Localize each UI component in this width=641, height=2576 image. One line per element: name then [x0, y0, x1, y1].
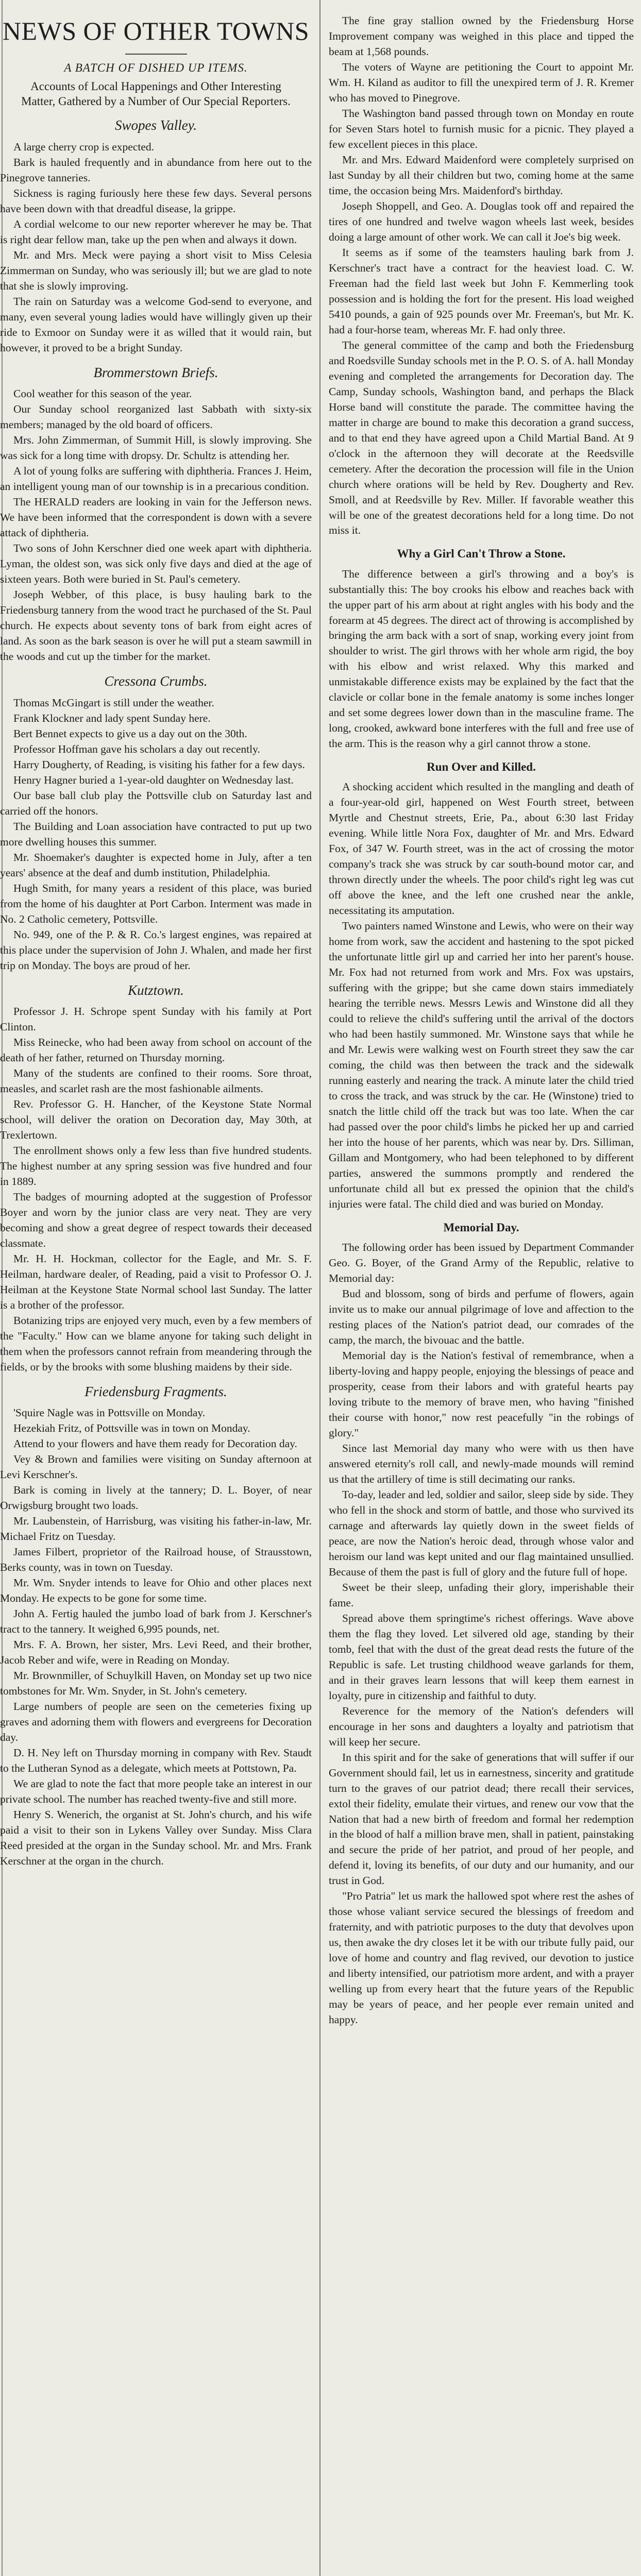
- news-item: Mr. and Mrs. Edward Maidenford were completely surprised on last Sunday by all their children but two, coming home at the same time, the occasion being Mrs. Maidenford's birthday.: [329, 153, 634, 197]
- news-item: Miss Reinecke, who had been away from school on account of the death of her father, returned on Thursday morning.: [0, 1036, 312, 1064]
- news-item: James Filbert, proprietor of the Railroad house, of Strausstown, Berks county, was in town on Tuesday.: [0, 1546, 312, 1574]
- news-item: John A. Fertig hauled the jumbo load of bark from J. Kerschner's tract to the tannery. It weighed 6,995 pounds, net.: [0, 1607, 312, 1636]
- news-item: Mrs. John Zimmerman, of Summit Hill, is slowly improving. She was sick for a long time with dropsy. Dr. Schultz is attending her.: [0, 434, 312, 462]
- news-item: Cool weather for this season of the year.: [13, 387, 192, 400]
- news-item: Sweet be their sleep, unfading their glory, imperishable their fame.: [329, 1581, 634, 1609]
- section-heading: Friedensburg Fragments.: [85, 1383, 227, 1399]
- news-item: Mr. H. H. Hockman, collector for the Eagle, and Mr. S. F. Heilman, hardware dealer, of Reading, paid a visit to Professor O. J. Heilman at the Keystone State Normal school last Sunday. The latter is a brother of the professor.: [0, 1252, 312, 1311]
- news-item: The general committee of the camp and both the Friedensburg and Roedsville Sunday schools met in the P. O. S. of A. hall Monday evening and completed the arrangements for Decoration day. The Camp, Sunday schools, Washington band, and perhaps the Black Horse band will constitute the parade. The committee having the matter in charge are bound to make this decoration a grand success, and to that end they have agreed upon a Child Martial Band. At 9 o'clock in the afternoon they will decorate at the Reedsville cemetery. After the decoration the procession will file in the Union church where orations will be held by Rev. Dougherty and Rev. Smoll, and at Reedsville by Rev. Miller. If favorable weather this will be one of the greatest decorations held for a long time. Do not miss it.: [329, 338, 634, 537]
- news-item: Mr. and Mrs. Meck were paying a short visit to Miss Celesia Zimmerman on Sunday, who was seriously ill; but we are glad to note that she is slowly improving.: [0, 248, 312, 292]
- news-item: Henry S. Wenerich, the organist at St. John's church, and his wife paid a visit to their son in Lykens Valley over Sunday. Miss Clara Reed presided at the organ in the Sunday school. Mr. and Mrs. Frank Kerschner at the organ in the church.: [0, 1808, 312, 1867]
- news-item: The Building and Loan association have contracted to put up two more dwelling houses this summer.: [0, 820, 312, 848]
- news-item: A large cherry crop is expected.: [13, 140, 155, 153]
- news-item: Mr. Shoemaker's daughter is expected home in July, after a ten years' absence at the deaf and dumb institution, Philadelphia.: [0, 851, 312, 879]
- news-item: The HERALD readers are looking in vain for the Jefferson news. We have been informed that the correspondent is down with a severe attack of diphtheria.: [0, 496, 312, 539]
- news-item: The Washington band passed through town on Monday en route for Seven Stars hotel to furnish music for a picnic. They played a few excellent pieces in this place.: [329, 107, 634, 150]
- news-item: Frank Klockner and lady spent Sunday here.: [13, 711, 211, 724]
- news-item: A shocking accident which resulted in the mangling and death of a four-year-old girl, happened on West Fourth street, between Myrtle and Chestnut streets, Erie, Pa., about 6:30 last Friday evening. While little Nora Fox, daughter of Mr. and Mrs. Edward Fox, of 347 W. Fourth street, was in the act of crossing the motor company's track she was struck by car south-bound motor car, and thrown directly under the wheels. The poor child's right leg was cut off above the knee, and the left one crushed near the ankle, necessitating its amputation.: [329, 781, 634, 917]
- right-column: [329, 13, 634, 2028]
- news-item: Hugh Smith, for many years a resident of this place, was buried from the home of his daughter at Port Carbon. Interment was made in No. 2 Catholic cemetery, Pottsville.: [0, 882, 312, 925]
- news-item: Joseph Shoppell, and Geo. A. Douglas took off and repaired the tires of one hundred and twelve wagon wheels last week, besides doing a large amount of other work. We can call it Joe's big week.: [329, 199, 634, 243]
- news-item: Our base ball club play the Pottsville club on Saturday last and carried off the honors.: [0, 789, 312, 817]
- news-item: The rain on Saturday was a welcome God-send to everyone, and many, even several young ladies would have willingly given up their ride to Exmoor on Sunday were it as willed that it would rain, but however, it proved to be a bright Sunday.: [0, 295, 312, 354]
- news-item: Thomas McGingart is still under the weather.: [13, 696, 214, 709]
- news-item: Professor J. H. Schrope spent Sunday with his family at Port Clinton.: [0, 1005, 312, 1033]
- news-item: Harry Dougherty, of Reading, is visiting his father for a few days.: [13, 758, 305, 771]
- news-item: "Pro Patria" let us mark the hallowed spot where rest the ashes of those whose valiant service secured the blessings of freedom and fraternity, and with patriotic purposes to the duty that devolves upon us, then awake the dry closes let it be with our tribute fully paid, our love of home and country and flag revived, our devotion to justice and liberty intensified, our patriotism more ardent, and with a prayer welling up from every heart that the future years of the Republic may be years of peace, and her people ever remain united and happy.: [329, 1890, 634, 2026]
- title-rule: [125, 54, 187, 55]
- section-heading: Swopes Valley.: [115, 117, 197, 133]
- news-item: Spread above them springtime's richest offerings. Wave above them the flag they loved. Let silvered old age, standing by their tomb, feel that with the dust of the great dead rests the future of the Republic is safe. Let trusting childhood weave garlands for them, and in their graves learn lessons that will keep them earnest in loyalty, pure in citizenship and faithful to duty.: [329, 1612, 634, 1702]
- news-item: Professor Hoffman gave his scholars a day out recently.: [13, 742, 260, 755]
- news-item: Many of the students are confined to their rooms. Sore throat, measles, and scarlet rash are the most fashionable ailments.: [0, 1067, 312, 1095]
- news-item: No. 949, one of the P. & R. Co.'s largest engines, was repaired at this place under the supervision of John J. Whalen, and made her first trip on Monday. The boys are proud of her.: [0, 928, 312, 972]
- section-heading: Kutztown.: [128, 982, 184, 998]
- news-item: Mr. Wm. Snyder intends to leave for Ohio and other places next Monday. He expects to be gone for some time.: [0, 1577, 312, 1605]
- news-item: Mrs. F. A. Brown, her sister, Mrs. Levi Reed, and their brother, Jacob Reber and wife, were in Reading on Monday.: [0, 1638, 312, 1667]
- news-item: A lot of young folks are suffering with diphtheria. Frances J. Heim, an intelligent young man of our township is in a precarious condition.: [0, 465, 312, 493]
- news-item: Our Sunday school reorganized last Sabbath with sixty-six members; managed by the old board of officers.: [0, 403, 312, 431]
- news-item: Vey & Brown and families were visiting on Sunday afternoon at Levi Kerschner's.: [0, 1453, 312, 1481]
- subhead: A BATCH OF DISHED UP ITEMS.: [64, 61, 248, 74]
- news-item: Memorial day is the Nation's festival of remembrance, when a liberty-loving and happy people, enjoying the blessings of peace and prosperity, cease from their labors and with grateful hearts pay loving tribute to the memory of brave men, who having "finished their course with honor," now rest peacefully "in the robings of glory.": [329, 1349, 634, 1439]
- news-item: Two painters named Winstone and Lewis, who were on their way home from work, saw the accident and hastening to the spot picked the unfortunate little girl up and carried her into her parent's house. Mr. Fox had not returned from work and Mrs. Fox was upstairs, suffering with the grippe; but she came down stairs immediately hearing the terrible news. Messrs Lewis and Winstone did all they could to relieve the child's suffering until the arrival of the doctors who had been hastily summoned. Mr. Winstone says that while he and Mr. Lewis were walking west on Fourth street they saw the car coming, the child was then between the track and the sidewalk running easterly and nearing the track. A minute later the child tried to cross the track, and was struck by the car. He (Winstone) tried to snatch the little child off the track but was too late. When the car had passed over the poor child's limbs he picked her up and carried her into the house of her parents, which was near by. Drs. Silliman, Gillam and Montgomery, who had been telephoned to by different parties, answered the summons promptly and rendered the unfortunate child all but ex pressed the opinion that the child's injuries were fatal. The child died and was buried on Monday.: [329, 920, 634, 1211]
- page-title: NEWS OF OTHER TOWNS: [2, 16, 310, 45]
- news-item: 'Squire Nagle was in Pottsville on Monday.: [13, 1406, 206, 1419]
- news-item: A cordial welcome to our new reporter wherever he may be. That is right dear fellow man, take up the pen when and always it down.: [0, 217, 312, 246]
- news-item: Joseph Webber, of this place, is busy hauling bark to the Friedensburg tannery from the wood tract he purchased of the St. Paul church. He expects about seventy tons of bark from eight acres of land. As soon as the bark season is over he will put a steam sawmill in the woods and cut up the timber for the market.: [0, 588, 312, 663]
- news-item: Sickness is raging furiously here these few days. Several persons have been down with that dreadful disease, la grippe.: [0, 187, 312, 215]
- news-item: The following order has been issued by Department Commander Geo. G. Boyer, of the Grand Army of the Republic, relative to Memorial day:: [329, 1241, 634, 1285]
- news-item: Bud and blossom, song of birds and perfume of flowers, again invite us to make our annual pilgrimage of love and affection to the resting places of the Nation's patriot dead, our comrades of the camp, the march, the bivouac and the battle.: [329, 1287, 634, 1346]
- news-item: Two sons of John Kerschner died one week apart with diphtheria. Lyman, the oldest son, was sick only five days and died at the age of sixteen years. Both were buried in St. Paul's cemetery.: [0, 542, 312, 586]
- news-item: Henry Hagner buried a 1-year-old daughter on Wednesday last.: [13, 773, 294, 786]
- news-item: The difference between a girl's throwing and a boy's is substantially this: The boy crooks his elbow and reaches back with the upper part of his arm about at right angles with his body and the forearm at 45 degrees. The direct act of throwing is accomplished by bringing the arm back with a sort of snap, working every joint from shoulder to wrist. The girl throws with her whole arm rigid, the boy with his elbow and wrist relaxed. Why this marked and unmistakable difference exists may be explained by the fact that the clavicle or collar bone in the female anatomy is some inches longer and set some degrees lower down than in the masculine frame. The long, crooked, awkward bone interferes with the full and free use of the arm. This is the reason why a girl cannot throw a stone.: [329, 567, 634, 750]
- news-item: We are glad to note the fact that more people take an interest in our private school. The number has reached twenty-five and still more.: [0, 1777, 312, 1806]
- column-rule: [319, 0, 320, 2576]
- news-item: The voters of Wayne are petitioning the Court to appoint Mr. Wm. H. Kiland as auditor to fill the unexpired term of J. R. Kremer who has moved to Pinegrove.: [329, 60, 634, 104]
- news-item: The badges of mourning adopted at the suggestion of Professor Boyer and worn by the junior class are very neat. They are very becoming and show a great degree of respect towards their deceased classmate.: [0, 1190, 312, 1249]
- news-item: Bark is coming in lively at the tannery; D. L. Boyer, of near Orwigsburg brought two loads.: [0, 1484, 312, 1512]
- news-item: Bert Bennet expects to give us a day out on the 30th.: [13, 727, 247, 740]
- story-heading: Memorial Day.: [443, 1221, 519, 1234]
- news-item: Reverence for the memory of the Nation's defenders will encourage in her sons and daughters a loyalty and patriotism that will keep her secure.: [329, 1704, 634, 1748]
- news-item: Attend to your flowers and have them ready for Decoration day.: [13, 1437, 297, 1450]
- story-heading: Run Over and Killed.: [427, 760, 536, 774]
- news-item: To-day, leader and led, soldier and sailor, sleep side by side. They who fell in the shock and storm of battle, and those who survived its carnage and afterwards lay quietly down in the sweet fields of peace, are now the Nation's heroic dead, through whose valor and heroism our land was kept united and our flag maintained unsullied. Because of them the past is full of glory and the future full of hope.: [329, 1488, 634, 1578]
- section-heading: Brommerstown Briefs.: [93, 364, 218, 380]
- news-item: Botanizing trips are enjoyed very much, even by a few members of the "Faculty." How can we blame anyone for taking such delight in them when the professors cannot refrain from meandering through the fields, or by the brooks with some blushing maidens by their side.: [0, 1314, 312, 1373]
- news-item: Mr. Laubenstein, of Harrisburg, was visiting his father-in-law, Mr. Michael Fritz on Tuesday.: [0, 1515, 312, 1543]
- news-item: Hezekiah Fritz, of Pottsville was in town on Monday.: [13, 1422, 250, 1435]
- news-item: The enrollment shows only a few less than five hundred students. The highest number at any spring session was five hundred and four in 1889.: [0, 1144, 312, 1188]
- news-item: Large numbers of people are seen on the cemeteries fixing up graves and adorning them with flowers and evergreens for Decoration day.: [0, 1700, 312, 1744]
- news-item: Bark is hauled frequently and in abundance from here out to the Pinegrove tanneries.: [0, 156, 312, 184]
- news-item: D. H. Ney left on Thursday morning in company with Rev. Staudt to the Lutheran Synod as a delegate, which meets at Pottstown, Pa.: [0, 1747, 312, 1775]
- news-item: Mr. Brownmiller, of Schuylkill Haven, on Monday set up two nice tombstones for Mr. Wm. Snyder, in St. John's cemetery.: [0, 1669, 312, 1698]
- section-heading: Cressona Crumbs.: [104, 673, 208, 689]
- deck: Accounts of Local Happenings and Other Interesting Matter, Gathered by a Number of Our Special Reporters.: [21, 79, 291, 108]
- news-item: In this spirit and for the sake of generations that will suffer if our Government should fail, let us in earnestness, sincerity and gratitude turn to the graves of our patriot dead; there recall their services, extol their fidelity, emulate their virtues, and renew our vow that the Nation that had a new birth of freedom and formal her redemption in the blood of half a million brave men, shall in patient, painstaking and secure the pride of her patriot, and proud of her people, and defend it, loving its benefits, of our duty and our humanity, and our trust in God.: [329, 1751, 634, 1887]
- news-item: Rev. Professor G. H. Hancher, of the Keystone State Normal school, will deliver the oration on Decoration day, May 30th, at Trexlertown.: [0, 1098, 312, 1142]
- news-item: It seems as if some of the teamsters hauling bark from J. Kerschner's tract have a contract for the heaviest load. C. W. Freeman had the field last week but John F. Kemmerling took possession and is holding the fort for the present. His load weighed 5410 pounds, a gain of 925 pounds over Mr. Freeman's, but Mr. K. had a four-horse team, whereas Mr. F. had only three.: [329, 246, 634, 336]
- left-column: [0, 13, 312, 1869]
- story-heading: Why a Girl Can't Throw a Stone.: [397, 547, 566, 561]
- news-item: The fine gray stallion owned by the Friedensburg Horse Improvement company was weighed in this place and tipped the beam at 1,568 pounds.: [329, 14, 634, 58]
- news-item: Since last Memorial day many who were with us then have answered eternity's roll call, and newly-made mounds will remind us that the artillery of time is still decimating our ranks.: [329, 1442, 634, 1485]
